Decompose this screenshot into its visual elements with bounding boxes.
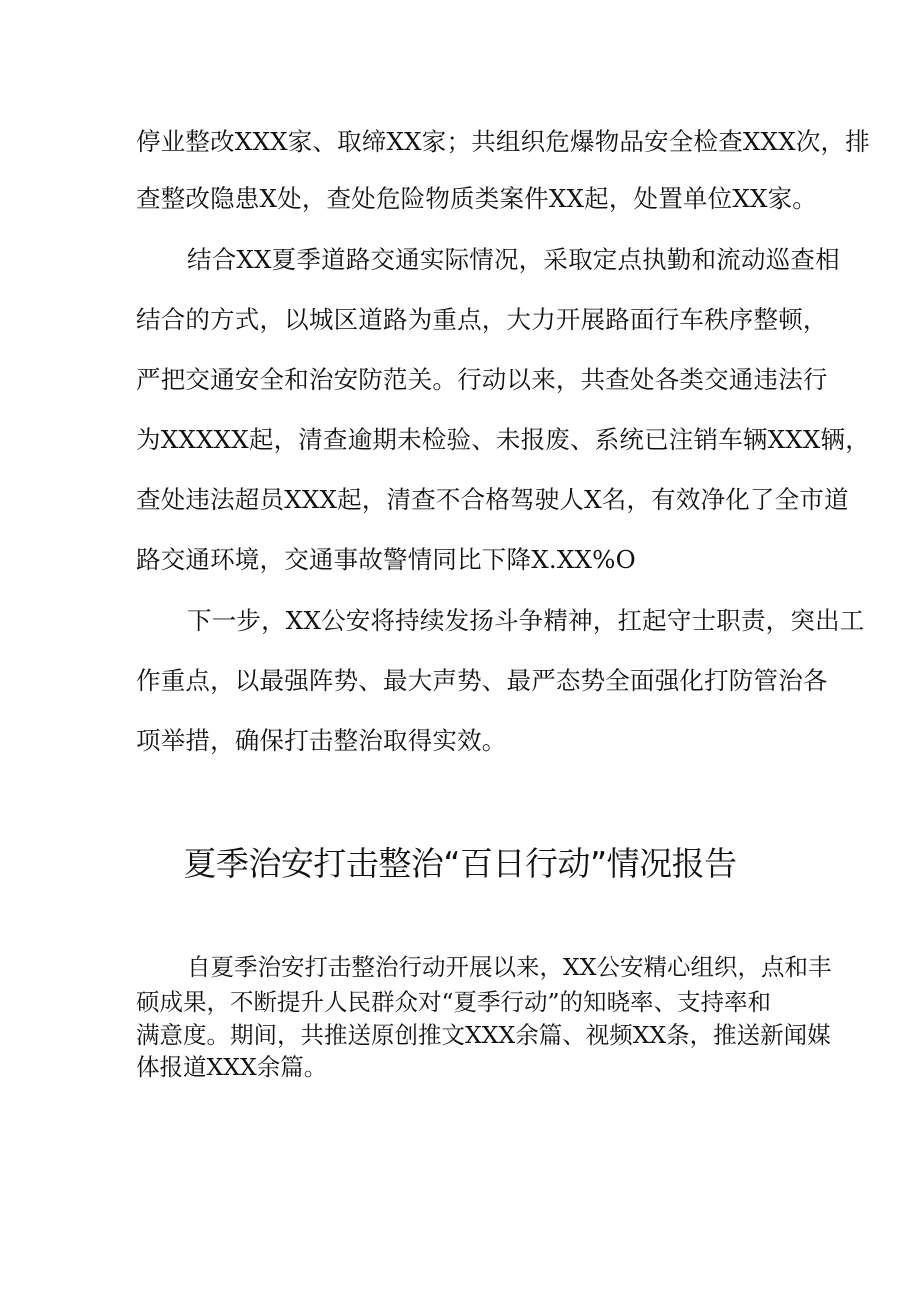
paragraph-line: 体报道XXX余篇。	[136, 1053, 328, 1081]
paragraph-line: 下一步，XX公安将持续发扬斗争精神，扛起守士职责，突出工	[187, 606, 865, 635]
paragraph-line: 路交通环境，交通事故警情同比下降X.XX%O	[136, 545, 636, 574]
paragraph-line: 满意度。期间，共推送原创推文XXX余篇、视频XX条，推送新闻媒	[136, 1021, 831, 1049]
paragraph-line: 为XXXXX起，清查逾期未检验、未报废、系统已注销车辆XXX辆，	[136, 425, 870, 454]
paragraph-line: 项举措，确保打击整治取得实效。	[136, 726, 507, 755]
paragraph-line: 硕成果，不断提升人民群众对“夏季行动”的知晓率、支持率和	[136, 988, 772, 1016]
paragraph-line: 严把交通安全和治安防范关。行动以来，共查处各类交通违法行	[136, 365, 828, 394]
paragraph-line: 结合XX夏季道路交通实际情况，采取定点执勤和流动巡查相	[187, 245, 840, 274]
paragraph-line: 作重点，以最强阵势、最大声势、最严态势全面强化打防管治各	[136, 666, 828, 695]
paragraph-line: 查处违法超员XXX起，清查不合格驾驶人X名，有效净化了全市道	[136, 485, 849, 514]
report-title: 夏季治安打击整治“百日行动”情况报告	[183, 844, 737, 883]
paragraph-line: 停业整改XXX家、取缔XX家；共组织危爆物品安全检查XXX次，排	[136, 127, 870, 156]
paragraph-line: 结合的方式，以城区道路为重点，大力开展路面行车秩序整顿，	[136, 305, 828, 334]
paragraph-line: 自夏季治安打击整治行动开展以来，XX公安精心组织，点和丰	[187, 953, 832, 981]
paragraph-line: 查整改隐患X处，查处危险物质类案件XX起，处置单位XX家。	[136, 184, 818, 213]
